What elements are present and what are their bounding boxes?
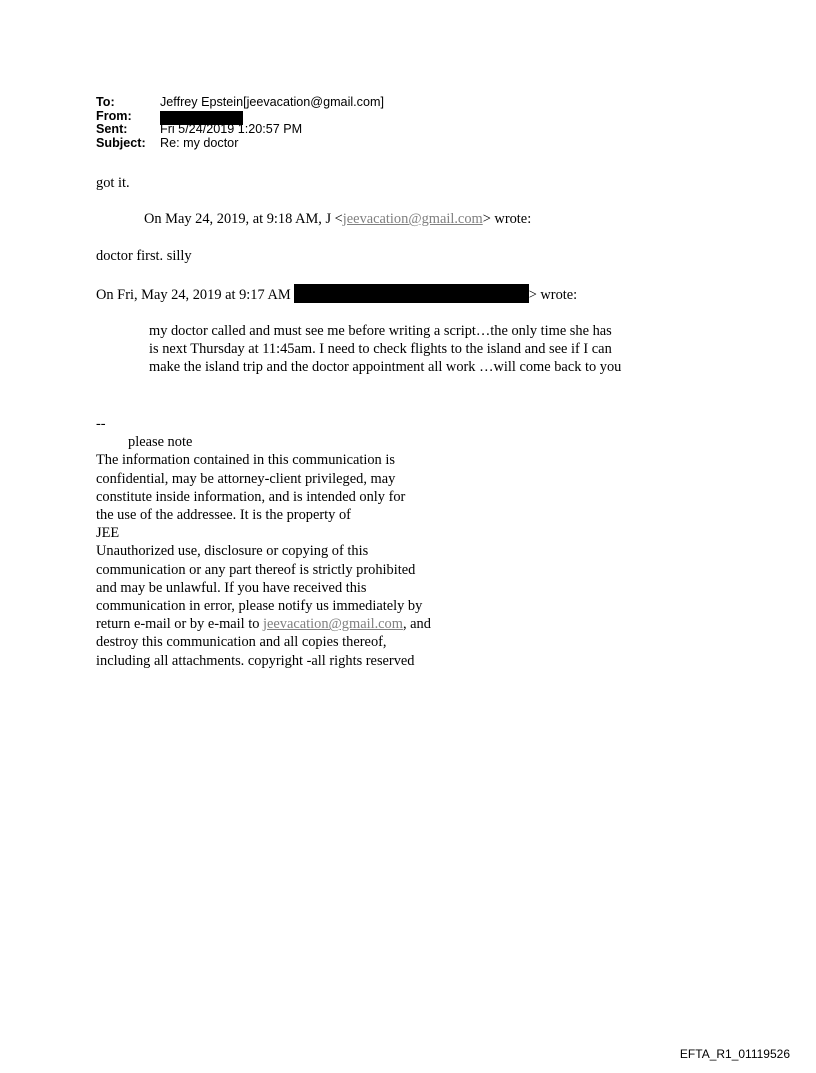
return-email-link[interactable]: jeevacation@gmail.com bbox=[263, 616, 403, 633]
signature-disclaimer bbox=[96, 415, 431, 670]
quote1-attribution bbox=[144, 211, 531, 228]
to-label: To: bbox=[96, 95, 115, 109]
quote2-prefix: On Fri, May 24, 2019 at 9:17 AM bbox=[96, 287, 291, 303]
from-label: From: bbox=[96, 108, 132, 123]
disclaimer-line: The information contained in this communication is bbox=[96, 452, 395, 469]
to-row bbox=[96, 96, 384, 110]
document-id: EFTA_R1_01119526 bbox=[679, 1047, 790, 1061]
sent-label: Sent: bbox=[96, 122, 128, 137]
subject-value: Re: my doctor bbox=[160, 136, 239, 151]
to-value: Jeffrey Epstein[jeevacation@gmail.com] bbox=[160, 95, 384, 109]
disclaimer-return-line bbox=[96, 615, 431, 633]
return-prefix: return e-mail or by e-mail to bbox=[96, 616, 264, 633]
email-header bbox=[96, 96, 384, 151]
quote1-suffix: > wrote: bbox=[482, 211, 532, 227]
quote1-prefix: On May 24, 2019, at 9:18 AM, J < bbox=[144, 211, 343, 227]
quoted-message bbox=[149, 322, 621, 376]
redaction-box bbox=[294, 284, 529, 303]
disclaimer-line: and may be unlawful. If you have received this bbox=[96, 579, 367, 596]
return-suffix: , and bbox=[402, 616, 431, 633]
disclaimer-line: communication or any part thereof is strictly prohibited bbox=[96, 561, 416, 578]
disclaimer-line: communication in error, please notify us immediately by bbox=[96, 598, 423, 615]
disclaimer-line: confidential, may be attorney-client privileged, may bbox=[96, 470, 396, 487]
disclaimer-line: Unauthorized use, disclosure or copying of this bbox=[96, 543, 369, 560]
disclaimer-line: destroy this communication and all copies thereof, bbox=[96, 634, 387, 651]
from-row bbox=[96, 110, 384, 124]
quote1-text: doctor first. silly bbox=[96, 248, 192, 264]
quoted-line: my doctor called and must see me before writing a script…the only time she has bbox=[149, 323, 612, 339]
quote2-attribution bbox=[96, 284, 577, 304]
subject-label: Subject: bbox=[96, 136, 146, 151]
disclaimer-line: the use of the addressee. It is the property of bbox=[96, 507, 351, 524]
signature-dashes: -- bbox=[96, 416, 106, 432]
quoted-line: is next Thursday at 11:45am. I need to check flights to the island and see if I can bbox=[149, 341, 612, 357]
quote1-email-link[interactable]: jeevacation@gmail.com bbox=[342, 211, 483, 227]
sent-row bbox=[96, 123, 384, 137]
disclaimer-line: JEE bbox=[96, 525, 120, 542]
disclaimer-line: constitute inside information, and is intended only for bbox=[96, 488, 406, 505]
signature-note: please note bbox=[128, 434, 193, 451]
reply-text: got it. bbox=[96, 175, 130, 191]
quoted-line: make the island trip and the doctor appointment all work …will come back to you bbox=[149, 359, 622, 375]
subject-row bbox=[96, 137, 384, 151]
sent-value: Fri 5/24/2019 1:20:57 PM bbox=[160, 122, 303, 137]
quote2-suffix: > wrote: bbox=[528, 287, 578, 303]
disclaimer-line: including all attachments. copyright -all rights reserved bbox=[96, 652, 415, 669]
